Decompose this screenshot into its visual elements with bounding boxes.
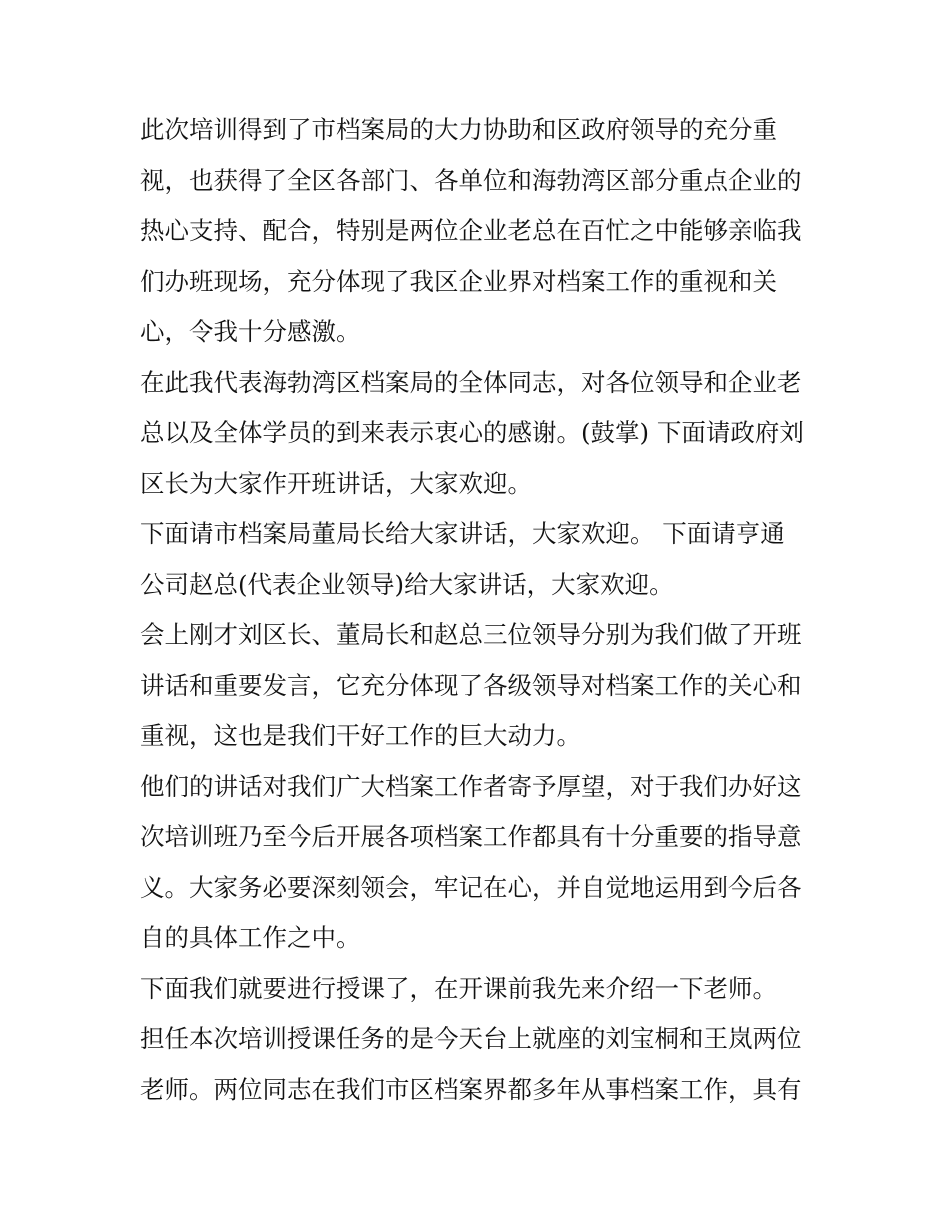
text-line: 讲话和重要发言，它充分体现了各级领导对档案工作的关心和 [140, 670, 802, 700]
text-line: 担任本次培训授课任务的是今天台上就座的刘宝桐和王岚两位 [140, 1024, 802, 1053]
document-body [140, 105, 820, 1115]
text-line: 会上刚才刘区长、董局长和赵总三位领导分别为我们做了开班 [140, 620, 802, 649]
text-line: 们办班现场，充分体现了我区企业界对档案工作的重视和关 [140, 266, 777, 296]
text-line: 在此我代表海勃湾区档案局的全体同志，对各位领导和企业老 [140, 367, 802, 397]
text-line: 下面我们就要进行授课了，在开课前我先来介绍一下老师。 [140, 973, 777, 1003]
text-line: 视，也获得了全区各部门、各单位和海勃湾区部分重点企业的 [140, 165, 802, 195]
paragraph-4 [140, 610, 820, 762]
text-line: 老师。两位同志在我们市区档案界都多年从事档案工作，具有 [140, 1074, 802, 1104]
text-line: 重视，这也是我们干好工作的巨大动力。 [140, 721, 581, 750]
text-line: 次培训班乃至今后开展各项档案工作都具有十分重要的指导意 [140, 822, 802, 851]
text-line: 他们的讲话对我们广大档案工作者寄予厚望，对于我们办好这 [140, 771, 802, 801]
text-line: 义。大家务必要深刻领会，牢记在心，并自觉地运用到今后各 [140, 872, 802, 902]
text-line: 心，令我十分感激。 [140, 317, 361, 346]
text-line: 此次培训得到了市档案局的大力协助和区政府领导的充分重 [140, 115, 777, 144]
text-line: 总以及全体学员的到来表示衷心的感谢。(鼓掌) 下面请政府刘 [140, 418, 804, 447]
paragraph-1 [140, 105, 820, 358]
paragraph-3 [140, 509, 820, 610]
paragraph-2 [140, 358, 820, 510]
paragraph-5 [140, 762, 820, 964]
text-line: 下面请市档案局董局长给大家讲话，大家欢迎。 下面请亨通 [140, 519, 785, 548]
paragraph-7 [140, 1014, 820, 1115]
text-line: 热心支持、配合，特别是两位企业老总在百忙之中能够亲临我 [140, 216, 802, 245]
text-line: 公司赵总(代表企业领导)给大家讲话，大家欢迎。 [140, 569, 674, 599]
paragraph-6 [140, 964, 820, 1015]
text-line: 自的具体工作之中。 [140, 923, 361, 952]
text-line: 区长为大家作开班讲话，大家欢迎。 [140, 468, 532, 498]
